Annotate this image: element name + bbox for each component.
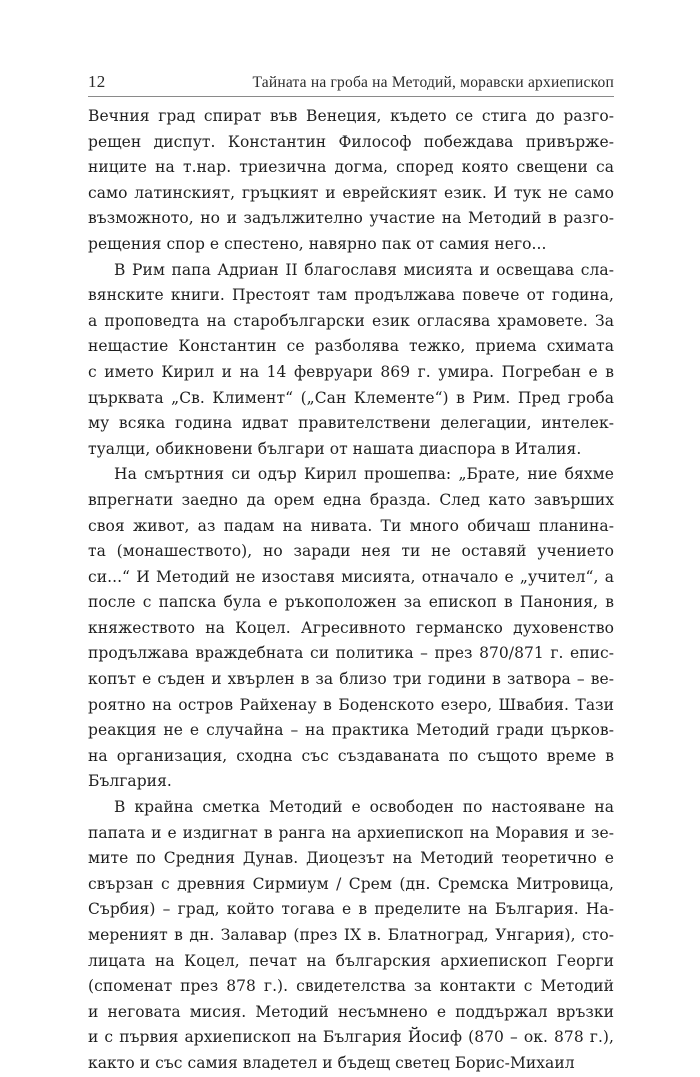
running-header [88,60,614,92]
text-line: лицата на Коцел, печат на българския архиепископ Георги [88,951,614,970]
text-line: църквата „Св. Климент“ („Сан Клементе“) в Рим. Пред гроба [88,388,614,407]
text-line: мереният в дн. Залавар (през IX в. Блатноград, Унгария), сто- [88,926,614,944]
text-line: после с папска була е ръкоположен за епископ в Панония, в [88,593,614,612]
text-line: впрегнати заедно да орем една бразда. След като завърших [88,490,614,509]
paragraph [88,462,614,795]
text-line: продължава враждебната си политика – през 870/871 г. епис- [88,644,614,663]
text-line: Сърбия) – град, който тогава е в пределите на България. На- [88,900,614,919]
text-line: възможното, но и задължително участие на Методий в разго- [88,209,614,228]
text-line: както и със самия владетел и бъдещ светец Борис-Михаил [88,1053,575,1072]
text-line: на организация, сходна със създаваната по същото време в [88,746,614,765]
text-line: В Рим папа Адриан II благославя мисията и освещава сла- [114,260,614,279]
text-line: само латинският, гръцкият и еврейският език. И тук не само [88,183,614,202]
text-line: вянските книги. Престоят там продължава повече от година, [88,286,614,305]
page-number: 12 [88,72,106,91]
text-line: нещастие Константин се разболява тежко, приема схимата [88,337,614,356]
text-line: своя живот, аз падам на нивата. Ти много обичаш планина- [88,516,614,535]
text-line: Вечния град спират във Венеция, където се стига до разго- [88,107,614,125]
text-line: свързан с древния Сирмиум / Срем (дн. Сремска Митровица, [88,874,614,893]
text-line: рещения спор е спестено, навярно пак от самия него... [88,234,547,253]
paragraph [88,258,614,463]
text-line: На смъртния си одър Кирил прошепва: „Брате, ние бяхме [114,465,614,484]
text-line: реакция не е случайна – на практика Методий гради църков- [88,721,614,740]
paragraph [88,104,614,258]
text-line: с името Кирил и на 14 февруари 869 г. умира. Погребан е в [88,362,614,381]
header-rule [88,96,614,97]
text-line: В крайна сметка Методий е освободен по настояване на [114,798,614,817]
text-line: та (монашеството), но заради нея ти не оставяй учението [88,542,614,561]
text-line: роятно на остров Райхенау в Боденското езеро, Швабия. Тази [88,695,614,714]
text-line: а проповедта на старобългарски език огласява храмовете. За [88,311,614,330]
text-line: и неговата мисия. Методий несъмнено е поддържал връзки [88,1002,614,1021]
paragraph [88,795,614,1077]
running-title: Тайната на гроба на Методий, моравски архиепископ [252,74,614,91]
text-line: и с първия архиепископ на България Йосиф (870 – ок. 878 г.), [88,1028,614,1047]
text-line: България. [88,772,172,791]
text-line: туалци, обикновени българи от нашата диаспора в Италия. [88,439,582,458]
text-line: му всяка година идват правителствени делегации, интелек- [88,414,614,433]
body-text [88,104,614,1077]
text-line: папата и е издигнат в ранга на архиепископ на Моравия и зе- [88,823,614,842]
text-line: (споменат през 878 г.). свидетелства за контакти с Методий [88,977,614,996]
text-line: княжеството на Коцел. Агресивното германско духовенство [88,618,614,637]
text-line: мите по Средния Дунав. Диоцезът на Методий теоретично е [88,849,614,868]
text-line: си...“ И Методий не изоставя мисията, отначало е „учител“, а [88,567,614,586]
text-line: рещен диспут. Константин Философ побеждава привърже- [88,132,614,151]
text-line: ниците на т.нар. триезична догма, според която свещени са [88,158,614,177]
text-line: копът е съден и хвърлен в за близо три години в затвора – ве- [88,670,614,689]
